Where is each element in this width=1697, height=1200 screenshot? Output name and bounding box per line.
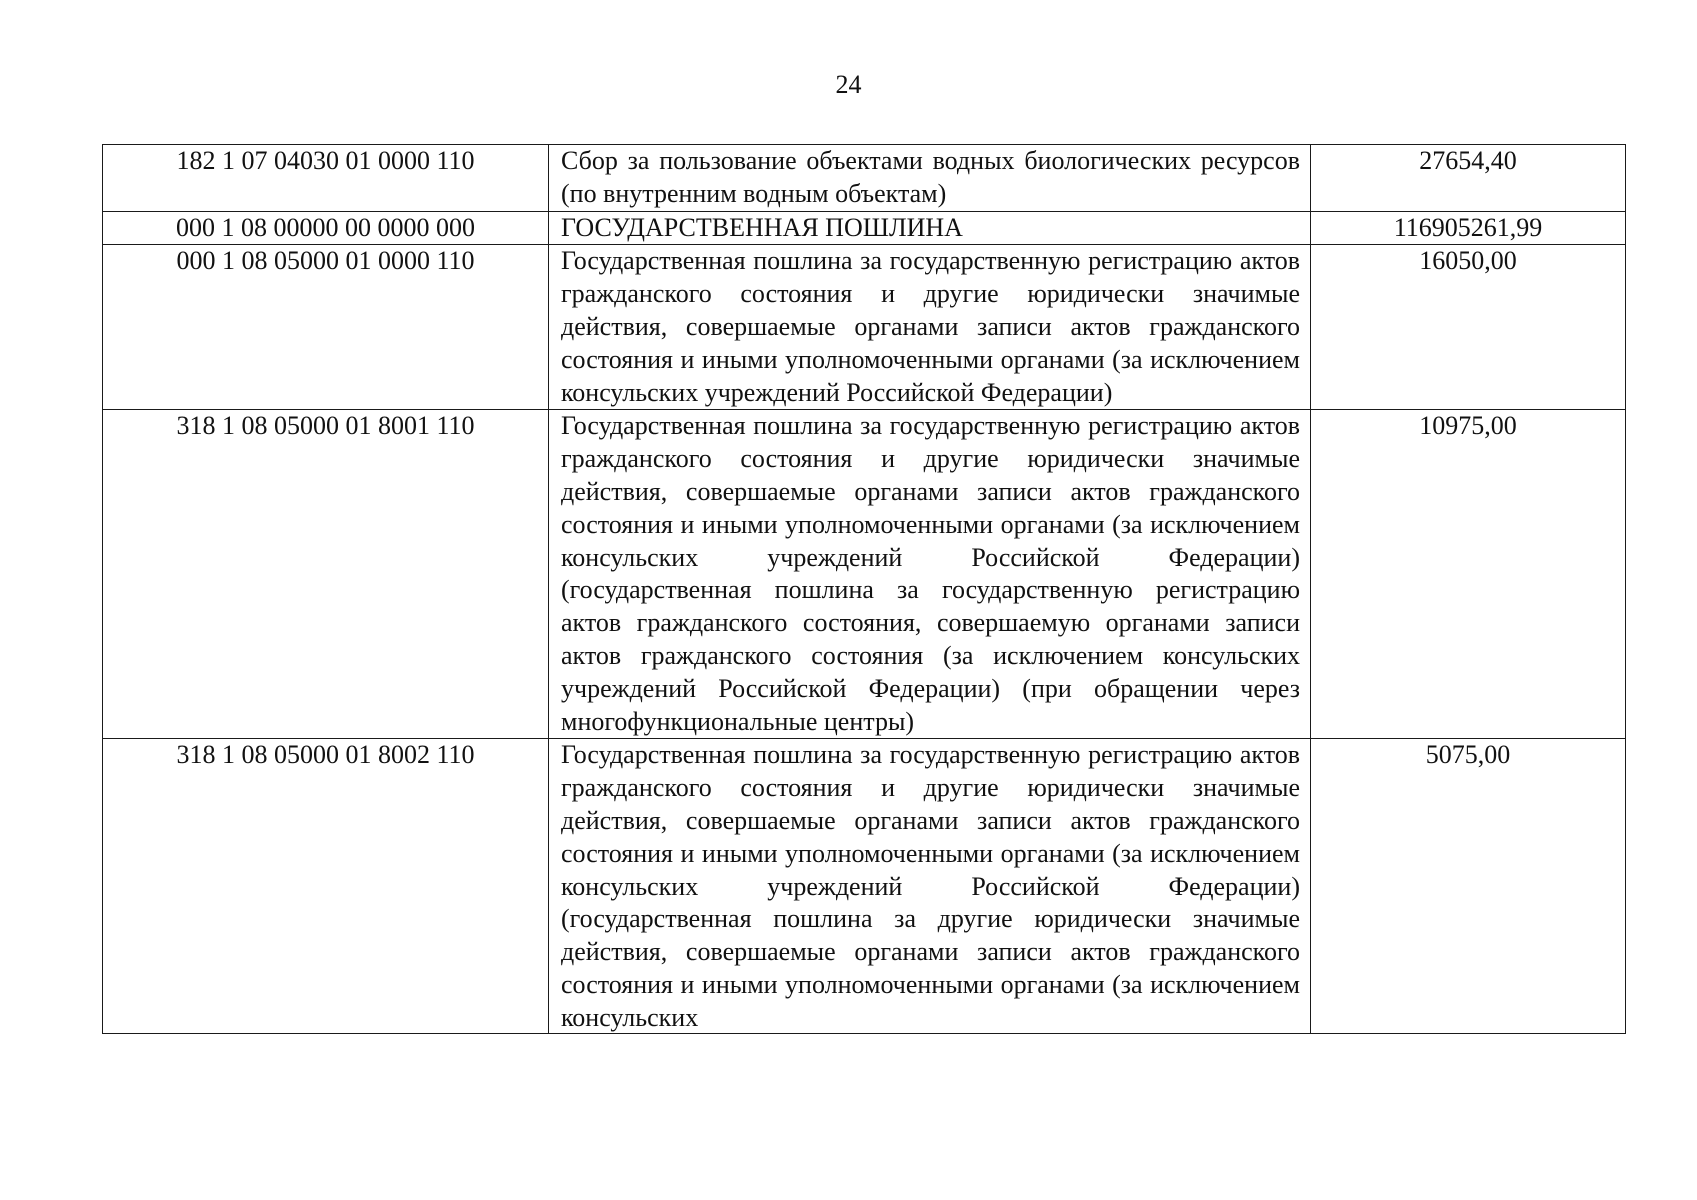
revenue-table — [102, 144, 1626, 1034]
budget-code-cell: 182 1 07 04030 01 0000 110 — [103, 145, 549, 212]
amount-cell: 116905261,99 — [1311, 211, 1626, 245]
amount-cell: 5075,00 — [1311, 739, 1626, 1034]
budget-code-cell: 000 1 08 00000 00 0000 000 — [103, 211, 549, 245]
page-number: 24 — [835, 70, 862, 99]
revenue-name-cell: Сбор за пользование объектами водных биологических ресурсов (по внутренним водным объектам) — [549, 145, 1311, 212]
revenue-name-cell: Государственная пошлина за государственную регистрацию актов гражданского состояния и другие юридически значимые действия, совершаемые органами записи актов гражданского состояния и иными уполномоченными органами (за исключением консульских учреждений Российской Федерации) — [549, 245, 1311, 410]
revenue-name-cell: Государственная пошлина за государственную регистрацию актов гражданского состояния и другие юридически значимые действия, совершаемые органами записи актов гражданского состояния и иными уполномоченными органами (за исключением консульских учреждений Российской Федерации) (государственная пошлина за государственную регистрацию актов гражданского состояния, совершаемую органами записи актов гражданского состояния (за исключением консульских учреждений Российской Федерации) (при обращении через многофункциональные центры) — [549, 410, 1311, 739]
revenue-name-cell: ГОСУДАРСТВЕННАЯ ПОШЛИНА — [549, 211, 1311, 245]
revenue-name-cell — [549, 739, 1311, 1034]
table-row — [103, 211, 1626, 245]
amount-cell: 10975,00 — [1311, 410, 1626, 739]
budget-code-cell: 318 1 08 05000 01 8002 110 — [103, 739, 549, 1034]
amount-cell: 16050,00 — [1311, 245, 1626, 410]
table-row — [103, 410, 1626, 739]
revenue-name-text: Государственная пошлина за государственную регистрацию актов гражданского состояния и другие юридически значимые действия, совершаемые органами записи актов гражданского состояния и иными уполномоченными органами (за исключением консульских учреждений Российской Федерации) (государственная пошлина за другие юридически значимые действия, совершаемые органами записи актов гражданского состояния и иными уполномоченными органами (за исключением консульских — [561, 740, 1300, 1032]
budget-code-cell: 318 1 08 05000 01 8001 110 — [103, 410, 549, 739]
budget-code-cell: 000 1 08 05000 01 0000 110 — [103, 245, 549, 410]
table-row — [103, 245, 1626, 410]
table-row — [103, 739, 1626, 1034]
amount-cell: 27654,40 — [1311, 145, 1626, 212]
table-row — [103, 145, 1626, 212]
